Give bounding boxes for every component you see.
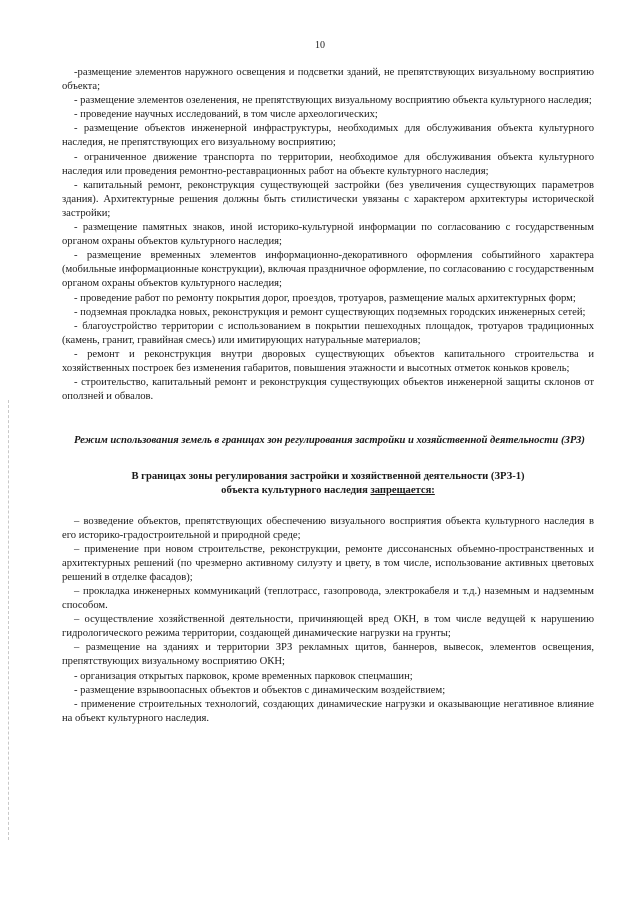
list-item: – возведение объектов, препятствующих обеспечению визуального восприятия объекта культурного наследия в его историко-градостроительной и природной среде; — [62, 515, 594, 541]
subheading-line2-prefix: объекта культурного наследия — [221, 485, 371, 497]
list-item: - ограниченное движение транспорта по территории, необходимое для обслуживания объекта культурного наследия или проведения ремонтно-реставрационных работ на объекте культурного наследия; — [62, 151, 594, 177]
list-item: - строительство, капитальный ремонт и реконструкция существующих объектов инженерной защиты склонов от оползней и обвалов. — [62, 377, 594, 403]
subheading-prohibited-word: запрещается: — [370, 485, 435, 497]
list-item: - размещение временных элементов информационно-декоративного оформления событийного характера (мобильные информационные конструкции), включая праздничное оформление, по согласованию с государственным органом охраны объектов культурного наследия; — [62, 250, 594, 290]
list-item: – применение при новом строительстве, реконструкции, ремонте диссонансных объемно-пространственных и архитектурных решений (по чрезмерно активному силуэту и цвету, в том числе, использование активных цветовых решений в отделке фасадов); — [62, 543, 594, 583]
list-item: - проведение научных исследований, в том числе археологических; — [74, 109, 378, 121]
list-item: - благоустройство территории с использованием в покрытии пешеходных площадок, тротуаров традиционных (камень, гранит, гравийная смесь) или имитирующих натуральные материалов; — [62, 320, 594, 346]
list-item: – прокладка инженерных коммуникаций (теплотрасс, газопровода, электрокабеля и т.д.) наземным и надземным способом. — [62, 586, 594, 612]
list-item: - организация открытых парковок, кроме временных парковок спецмашин; — [74, 670, 413, 682]
list-item: - применение строительных технологий, создающих динамические нагрузки и оказывающие негативное влияние на объект культурного наследия. — [62, 698, 594, 724]
permitted-activities-list — [62, 66, 594, 404]
margin-scan-marks — [8, 400, 10, 840]
list-item: - капитальный ремонт, реконструкция существующей застройки (без увеличения существующих параметров здания). Архитектурные решения должны быть стилистически увязаны с характером архитектуры исторической застройки; — [62, 179, 594, 219]
list-item: - размещение объектов инженерной инфраструктуры, необходимых для обслуживания объекта культурного наследия, не препятствующих его визуальному восприятию; — [62, 123, 594, 149]
list-item: - проведение работ по ремонту покрытия дорог, проездов, тротуаров, размещение малых архитектурных форм; — [74, 292, 576, 304]
document-body — [62, 66, 594, 726]
list-item: - размещение памятных знаков, иной историко-культурной информации по согласованию с государственным органом охраны объектов культурного наследия; — [62, 222, 594, 248]
list-item: -размещение элементов наружного освещения и подсветки зданий, не препятствующих визуальному восприятию объекта; — [62, 67, 594, 93]
prohibited-activities-list — [62, 515, 594, 726]
zone-subheading — [62, 470, 594, 498]
page-number: 10 — [315, 40, 325, 51]
list-item: - размещение взрывоопасных объектов и объектов с динамическим воздействием; — [74, 684, 446, 696]
list-item: - ремонт и реконструкция внутри дворовых существующих объектов капитального строительства и хозяйственных построек без изменения габаритов, повышения этажности и высотных отметок коньков кровель; — [62, 348, 594, 374]
list-item: – осуществление хозяйственной деятельности, причиняющей вред ОКН, в том числе ведущей к нарушению гидрологического режима территории, создающей динамические нагрузки на грунты; — [62, 614, 594, 640]
subheading-line1: В границах зоны регулирования застройки и хозяйственной деятельности (ЗРЗ-1) — [131, 471, 525, 483]
section-heading: Режим использования земель в границах зон регулирования застройки и хозяйственной деятельности (ЗРЗ) — [74, 435, 585, 447]
list-item: - подземная прокладка новых, реконструкция и ремонт существующих подземных городских инженерных сетей; — [74, 306, 586, 318]
list-item: – размещение на зданиях и территории ЗРЗ рекламных щитов, баннеров, вывесок, элементов освещения, препятствующих визуальному восприятию ОКН; — [62, 642, 594, 668]
list-item: - размещение элементов озеленения, не препятствующих визуальному восприятию объекта культурного наследия; — [74, 95, 592, 107]
